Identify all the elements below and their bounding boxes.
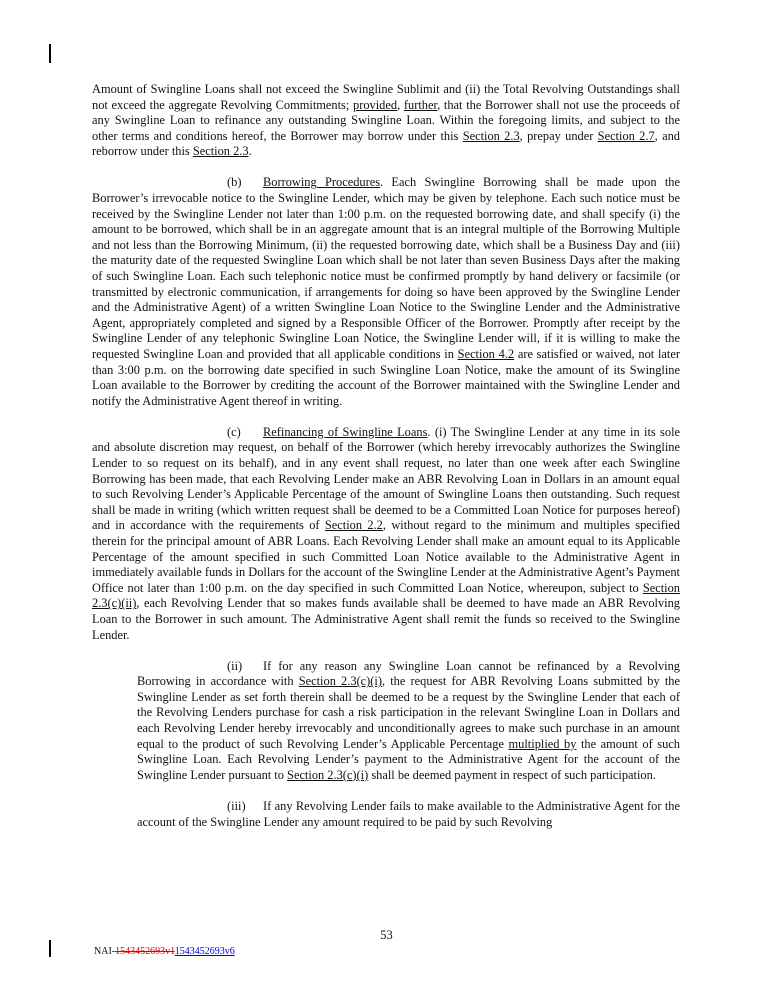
section-ref: Section 2.7: [597, 128, 655, 143]
term-multiplied-by: multiplied by: [508, 736, 577, 751]
section-ref: Section 2.3(c)(i): [287, 767, 369, 782]
term-provided: provided: [353, 97, 398, 112]
paragraph-label: (b): [227, 175, 242, 190]
docid-prefix: NAI-: [94, 946, 116, 957]
paragraph-a-continued: Amount of Swingline Loans shall not exceed the Swingline Sublimit and (ii) the Total Revolving Outstandings shall not exceed the aggregate Revolving Commitments; provided, further, that the Borrower shall not use the proceeds of any Swingline Loan to refinance any outstanding Swingline Loan. Within the foregoing limits, and subject to the other terms and conditions hereof, the Borrower may borrow under this Section 2.3, prepay under Section 2.7, and reborrow under this Section 2.3.: [92, 82, 680, 159]
paragraph-heading: Borrowing Procedures: [263, 175, 381, 190]
paragraph-label: (c): [227, 424, 241, 439]
section-ref: Section 2.3: [192, 144, 249, 159]
document-id: [94, 946, 235, 957]
page-number: 53: [380, 928, 393, 942]
section-ref: Section 2.3(c)(i): [298, 674, 382, 689]
paragraph-c-ii: (ii) If for any reason any Swingline Loan cannot be refinanced by a Revolving Borrowing in accordance with Section 2.3(c)(i), the request for ABR Revolving Loans submitted by the Swingline Lender as set forth therein shall be deemed to be a request by the Swingline Lender that each of the Revolving Lenders purchase for cash a risk participation in the relevant Swingline Loan in Dollars and each Revolving Lender hereby irrevocably and unconditionally agrees to make such purchase in an amount equal to the product of such Revolving Lender’s Applicable Percentage multiplied by the amount of such Swingline Loan. Each Revolving Lender’s payment to the Administrative Agent for the account of the Swingline Lender pursuant to Section 2.3(c)(i) shall be deemed payment in respect of such participation.: [137, 658, 680, 782]
section-ref: Section 2.2: [324, 518, 383, 533]
docid-deleted: 1543452693v1: [115, 946, 175, 957]
docid-inserted: 1543452693v6: [174, 946, 235, 957]
section-ref: Section 2.3(c)(ii): [92, 580, 680, 611]
paragraph-label: (ii): [227, 658, 243, 673]
term-further: further: [403, 97, 438, 112]
paragraph-c: (c) Refinancing of Swingline Loans. (i) The Swingline Lender at any time in its sole and absolute discretion may request, on behalf of the Borrower (which hereby irrevocably authorizes the Swingline Lender to so request on its behalf), and in any event shall request, no later than one week after each Swingline Borrowing has been made, that each Revolving Lender make an ABR Revolving Loan in Dollars in an amount equal to such Revolving Lender’s Applicable Percentage of the amount of Swingline Loans then outstanding. Such request shall be made in writing (which written request shall be deemed to be a Committed Loan Notice for purposes hereof) and in accordance with the requirements of Section 2.2, without regard to the minimum and multiples specified therein for the principal amount of ABR Loans. Each Revolving Lender shall make an amount equal to its Applicable Percentage of the amount specified in such Committed Loan Notice available to the Administrative Agent in immediately available funds in Dollars for the account of the Swingline Lender at the Administrative Agent’s Payment Office not later than 1:00 p.m. on the day specified in such Committed Loan Notice, whereupon, subject to Section 2.3(c)(ii), each Revolving Lender that so makes funds available shall be deemed to have made an ABR Revolving Loan to the Borrower in such amount. The Administrative Agent shall remit the funds so received to the Swingline Lender.: [92, 424, 681, 642]
change-bar-top: [49, 44, 51, 63]
paragraph-heading: Refinancing of Swingline Loans: [263, 424, 428, 439]
paragraph-b: (b) Borrowing Procedures. Each Swingline Borrowing shall be made upon the Borrower’s irrevocable notice to the Swingline Lender, which may be given by telephone. Each such notice must be received by the Swingline Lender not later than 1:00 p.m. on the requested borrowing date, and shall specify (i) the amount to be borrowed, which shall be in an aggregate amount that is an integral multiple of the Borrowing Multiple and not less than the Borrowing Minimum, (ii) the requested borrowing date, which shall be a Business Day and (iii) the maturity date of the requested Swingline Loan which shall be not later than seven Business Days after the making of such Swingline Loan. Each such telephonic notice must be confirmed promptly by hand delivery or facsimile (or transmitted by electronic communication, if arrangements for doing so have been approved by the Swingline Lender and the Administrative Agent) of a written Swingline Loan Notice to the Swingline Lender and the Administrative Agent, appropriately completed and signed by a Responsible Officer of the Borrower. Promptly after receipt by the Swingline Lender of any telephonic Swingline Loan Notice, the Swingline Lender will, if it is willing to make the requested Swingline Loan and provided that all applicable conditions in Section 4.2 are satisfied or waived, not later than 3:00 p.m. on the borrowing date specified in such Swingline Loan Notice, make the amount of its Swingline Loan available to the Borrower by crediting the account of the Borrower maintained with the Swingline Lender and notify the Administrative Agent thereof in writing.: [92, 175, 680, 408]
section-ref: Section 4.2: [457, 347, 515, 361]
paragraph-label: (iii): [227, 798, 246, 813]
body-text: [92, 82, 680, 846]
section-ref: Section 2.3: [462, 128, 520, 143]
paragraph-c-iii: (iii) If any Revolving Lender fails to make available to the Administrative Agent for the account of the Swingline Lender any amount required to be paid by such Revolving: [137, 798, 680, 829]
